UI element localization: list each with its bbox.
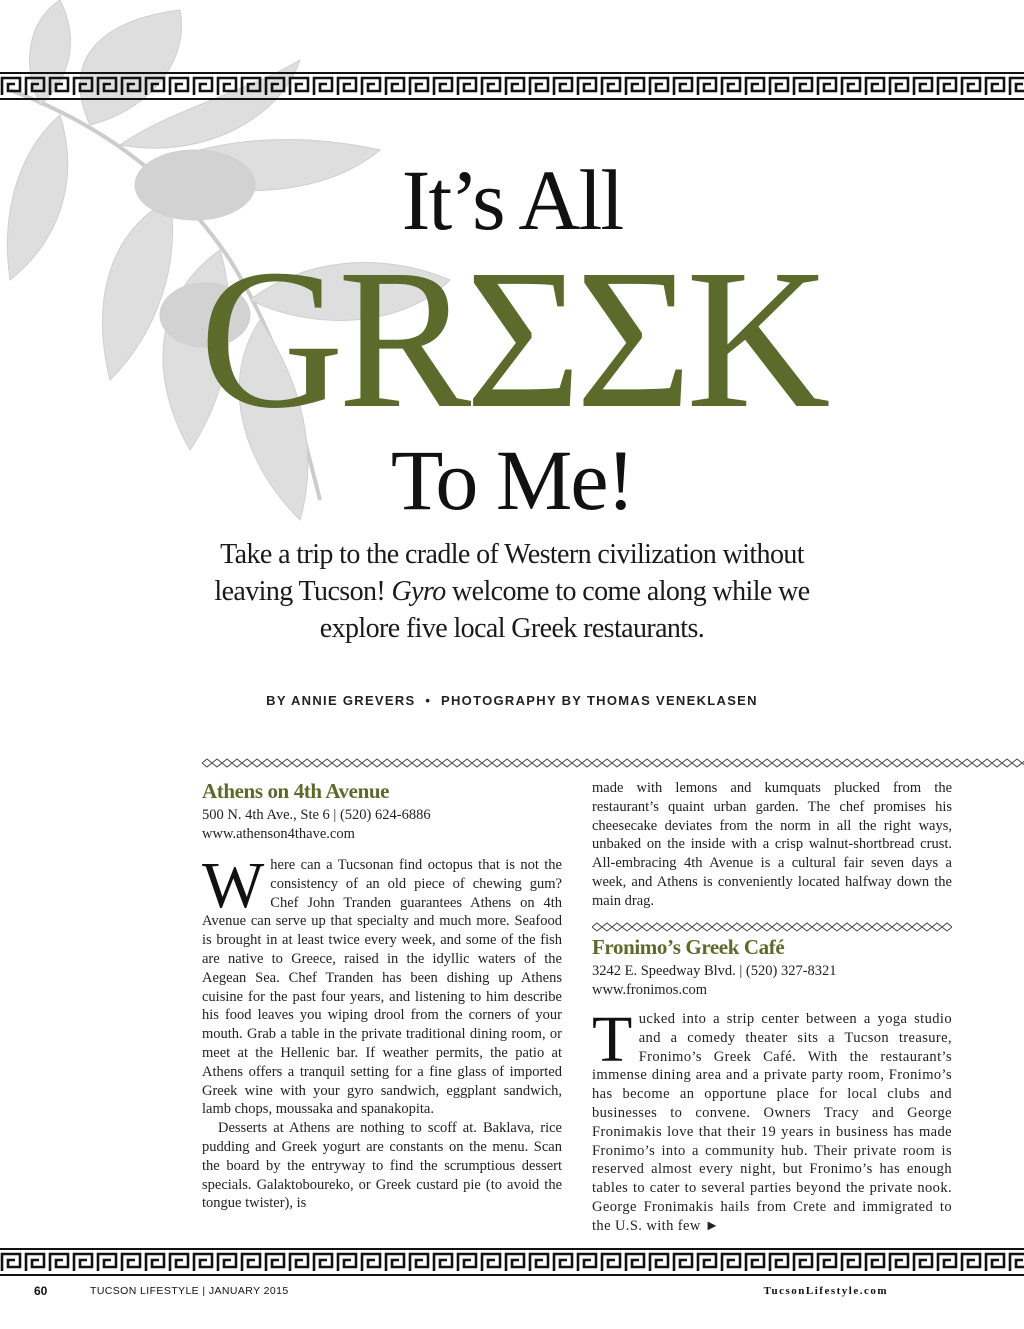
headline-its-all: It’s All: [401, 152, 623, 248]
athens-para1-text: here can a Tucsonan find octopus that is not the consistency of an old piece of chewing gum? Chef John Tranden guarantees Athens on 4th Avenue can serve up that specialty and much more. Seafood is brought in at least twice every week, and some of the fish are native to Greece, raised in the idyllic waters of the Aegean Sea. Chef Tranden has been dishing up Athens cuisine for the past four years, and listening to him describe his food leaves you wiping drool from the corners of your mouth. Grab a table in the private traditional dining room, or meet at the Hellenic bar. If weather permits, the patio at Athens offers a tranquil setting for a fine glass of imported Greek wine with your gyro sandwich, eggplant sandwich, lamb chops, moussaka and spanakopita.: [202, 857, 562, 1118]
deck-subtitle: [180, 536, 844, 647]
fronimos-section: [592, 934, 952, 1236]
athens-section: [202, 778, 562, 1213]
fronimos-drop-cap: T: [592, 1003, 633, 1076]
fronimos-paragraph-1: [592, 1003, 952, 1236]
fronimos-address: 3242 E. Speedway Blvd. | (520) 327-8321: [592, 963, 837, 979]
fronimos-para1-text: ucked into a strip center between a yoga studio and a comedy theater sits a Tucson treasure, Fronimo’s Greek Café. With the restaurant’s immense dining area and a private party room, Fronimo’s has become an opportune place for local clubs and businesses to convene. Owners Tracy and George Fronimakis love that their 19 years in business has made Fronimo’s into a community hub. Their private room is reserved almost every night, but Fronimo’s has enough tables to cater to several parties beyond the private nook. George Fronimakis hails from Crete and immigrated to the U.S. with few ►: [592, 1011, 952, 1234]
fronimos-website: www.fronimos.com: [592, 982, 708, 998]
zigzag-divider-wide: [202, 758, 1024, 768]
athens-website: www.athenson4thave.com: [202, 826, 355, 842]
greek-key-border-bottom: [0, 1248, 1024, 1276]
athens-address: 500 N. 4th Ave., Ste 6 | (520) 624-6886: [202, 807, 431, 823]
headline-to-me: To Me!: [390, 432, 634, 528]
athens-continued-text: made with lemons and kumquats plucked from the restaurant’s quaint urban garden. The chef promises his cheesecake deviates from the norm in all the right ways, unbaked on the inside with a crisp walnut-shortbread crust. All-embracing 4th Avenue is a cultural fair seven days a week, and Athens is conveniently located halfway down the main drag.: [592, 780, 952, 909]
zigzag-divider-short: [592, 922, 952, 932]
athens-name: Athens on 4th Avenue: [202, 779, 390, 803]
athens-drop-cap: W: [202, 849, 265, 922]
deck-text-start: Take a trip to the cradle of Western civilization without leaving Tucson!: [214, 539, 804, 607]
greek-key-border-top: [0, 72, 1024, 100]
byline: BY ANNIE GREVERS • PHOTOGRAPHY BY THOMAS VENEKLASEN: [266, 693, 758, 708]
athens-continued: [592, 779, 952, 911]
headline-greek: GRΣΣK: [199, 229, 825, 450]
page-number: 60: [34, 1284, 48, 1298]
publication-info: TUCSON LIFESTYLE | JANUARY 2015: [90, 1285, 289, 1297]
athens-paragraph-2: Desserts at Athens are nothing to scoff at. Baklava, rice pudding and Greek yogurt are constants on the menu. Scan the board by the entryway to find the scrumptious dessert specials. Galaktoboureko, or Greek custard pie (to avoid the tongue twister), is: [202, 1120, 562, 1212]
fronimos-name: Fronimo’s Greek Café: [592, 935, 785, 959]
deck-italic-gyro: Gyro: [391, 576, 446, 607]
footer-website: TucsonLifestyle.com: [763, 1285, 888, 1297]
athens-paragraph-1: [202, 849, 562, 1119]
deck-text-end: welcome to come along while we explore five local Greek restaurants.: [319, 576, 810, 644]
